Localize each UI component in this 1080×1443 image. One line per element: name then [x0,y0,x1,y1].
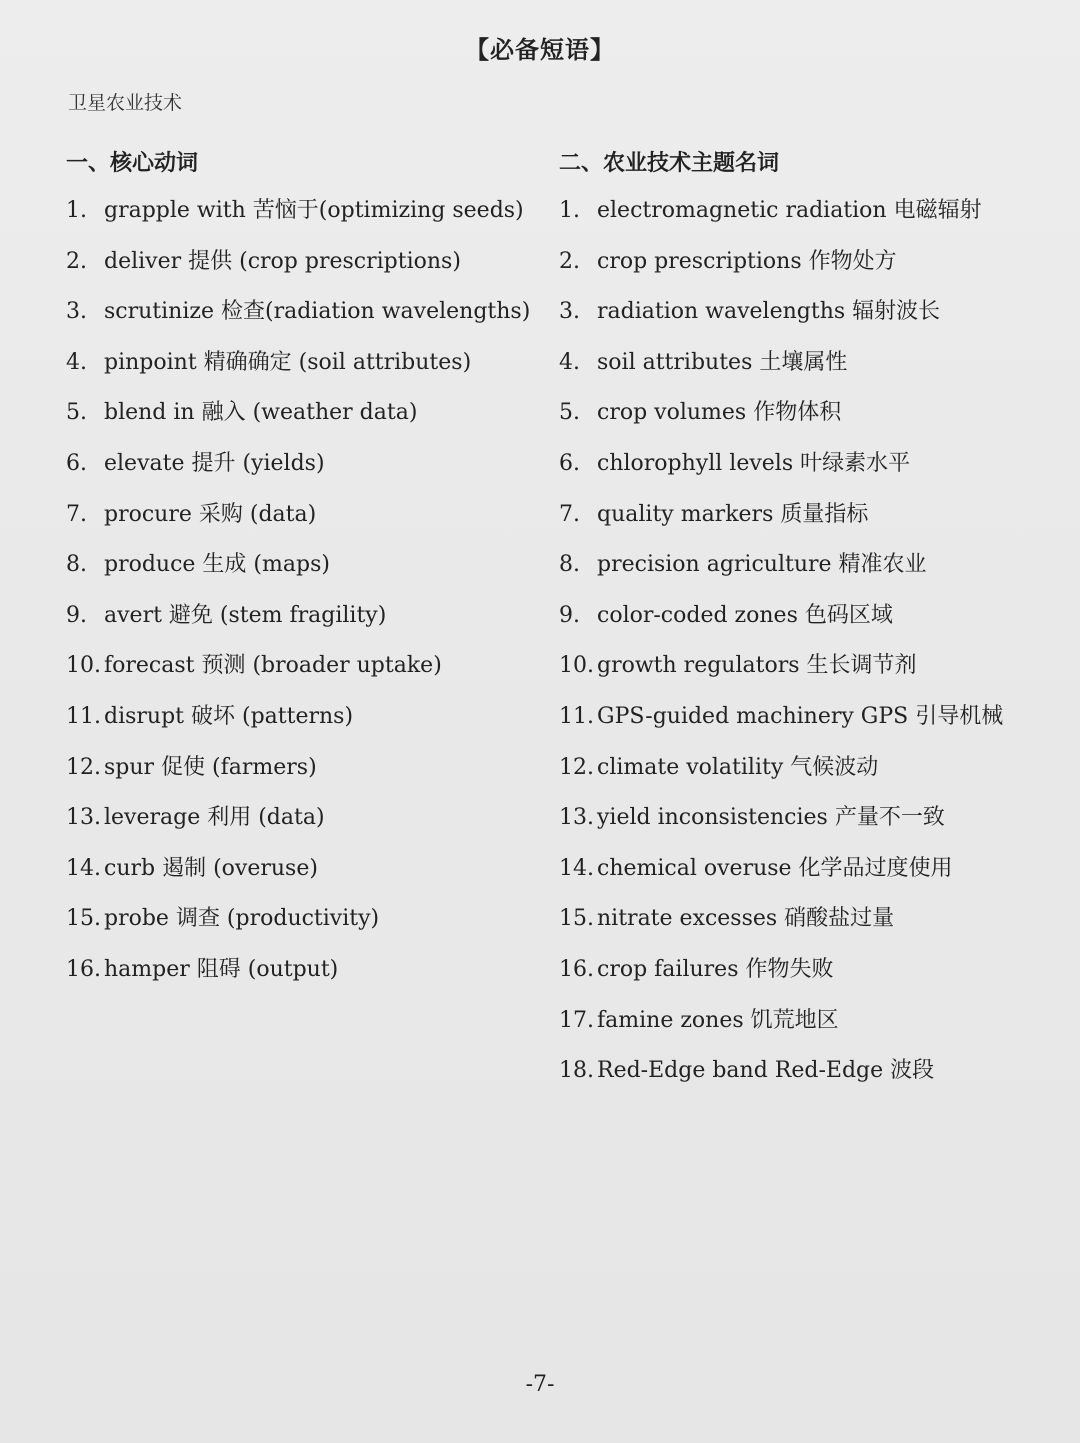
item-number: 15. [559,906,594,932]
item-text: chlorophyll levels 叶绿素水平 [597,450,911,476]
item-number: 3. [559,299,580,325]
item-text: grapple with 苦恼于(optimizing seeds) [104,198,524,223]
item-text: soil attributes 土壤属性 [597,349,848,375]
noun-list-item [559,1053,1059,1104]
item-text: deliver 提供 (crop prescriptions) [104,248,461,274]
item-number: 11. [559,703,594,729]
section-heading-nouns: 二、农业技术主题名词 [559,150,780,176]
item-number: 1. [66,198,87,223]
item-text: chemical overuse 化学品过度使用 [597,855,953,881]
item-text: scrutinize 检查(radiation wavelengths) [104,299,531,325]
noun-list-item [559,901,1059,952]
item-number: 12. [66,754,101,780]
item-number: 16. [66,956,101,982]
item-number: 13. [66,805,101,831]
noun-list-item [559,497,1059,548]
item-number: 10. [559,653,594,679]
verb-list-item [66,952,546,1003]
item-number: 7. [66,501,87,527]
item-text: spur 促使 (farmers) [104,754,317,780]
item-text: crop prescriptions 作物处方 [597,248,897,274]
item-number: 6. [559,450,580,476]
verb-list-item [66,244,546,295]
noun-list-item [559,800,1059,851]
section-heading-verbs: 一、核心动词 [66,150,199,176]
noun-list-item [559,598,1059,649]
item-number: 8. [559,552,580,578]
item-number: 1. [559,198,580,223]
item-text: GPS-guided machinery GPS 引导机械 [597,703,1004,729]
item-text: disrupt 破坏 (patterns) [104,703,354,729]
item-text: probe 调查 (productivity) [104,906,380,932]
noun-list-item [559,1003,1059,1054]
item-number: 10. [66,653,101,679]
noun-list-item [559,699,1059,750]
verb-list-item [66,699,546,750]
item-number: 7. [559,501,580,527]
noun-list-item [559,193,1059,244]
item-number: 5. [66,400,87,426]
verb-list-item [66,497,546,548]
noun-list-item [559,395,1059,446]
item-text: yield inconsistencies 产量不一致 [597,805,945,831]
verb-list-item [66,395,546,446]
noun-list-item [559,851,1059,902]
item-text: leverage 利用 (data) [104,805,325,831]
item-number: 2. [66,248,87,274]
verb-list [66,193,546,1003]
noun-list-item [559,244,1059,295]
page-title: 【必备短语】 [465,35,615,64]
item-number: 4. [559,349,580,375]
item-number: 3. [66,299,87,325]
verb-list-item [66,800,546,851]
item-text: crop failures 作物失败 [597,956,834,982]
item-text: growth regulators 生长调节剂 [597,653,917,679]
item-number: 14. [66,855,101,881]
item-text: Red-Edge band Red-Edge 波段 [597,1058,935,1084]
item-text: crop volumes 作物体积 [597,400,842,426]
item-text: procure 采购 (data) [104,501,317,527]
page-number: -7- [525,1372,555,1397]
noun-list-item [559,446,1059,497]
item-text: produce 生成 (maps) [104,552,330,578]
item-text: climate volatility 气候波动 [597,754,879,780]
item-text: quality markers 质量指标 [597,501,869,527]
item-text: electromagnetic radiation 电磁辐射 [597,198,982,223]
item-number: 12. [559,754,594,780]
item-number: 14. [559,855,594,881]
noun-list-item [559,294,1059,345]
verb-list-item [66,193,546,244]
item-text: hamper 阻碍 (output) [104,956,339,982]
item-text: color-coded zones 色码区域 [597,602,893,628]
item-text: famine zones 饥荒地区 [597,1007,839,1033]
verb-list-item [66,901,546,952]
item-text: forecast 预测 (broader uptake) [104,653,442,679]
item-text: pinpoint 精确确定 (soil attributes) [104,349,472,375]
item-text: radiation wavelengths 辐射波长 [597,299,941,325]
verb-list-item [66,648,546,699]
item-number: 13. [559,805,594,831]
verb-list-item [66,851,546,902]
item-number: 6. [66,450,87,476]
item-text: curb 遏制 (overuse) [104,855,318,881]
verb-list-item [66,750,546,801]
item-text: precision agriculture 精准农业 [597,552,927,578]
core-verbs-section [66,145,546,1003]
verb-list-item [66,598,546,649]
item-number: 18. [559,1058,594,1084]
noun-list-item [559,952,1059,1003]
item-number: 5. [559,400,580,426]
item-number: 2. [559,248,580,274]
item-text: blend in 融入 (weather data) [104,400,418,426]
topic-label: 卫星农业技术 [68,92,183,114]
verb-list-item [66,547,546,598]
noun-list [559,193,1059,1104]
item-number: 8. [66,552,87,578]
item-number: 15. [66,906,101,932]
item-text: nitrate excesses 硝酸盐过量 [597,906,895,932]
noun-list-item [559,648,1059,699]
noun-list-item [559,345,1059,396]
item-number: 16. [559,956,594,982]
verb-list-item [66,446,546,497]
topic-nouns-section [559,145,1059,1104]
item-number: 9. [559,602,580,628]
noun-list-item [559,547,1059,598]
item-number: 9. [66,602,87,628]
verb-list-item [66,345,546,396]
item-text: avert 避免 (stem fragility) [104,602,387,628]
item-text: elevate 提升 (yields) [104,450,325,476]
item-number: 17. [559,1007,594,1033]
item-number: 4. [66,349,87,375]
noun-list-item [559,750,1059,801]
item-number: 11. [66,703,101,729]
verb-list-item [66,294,546,345]
